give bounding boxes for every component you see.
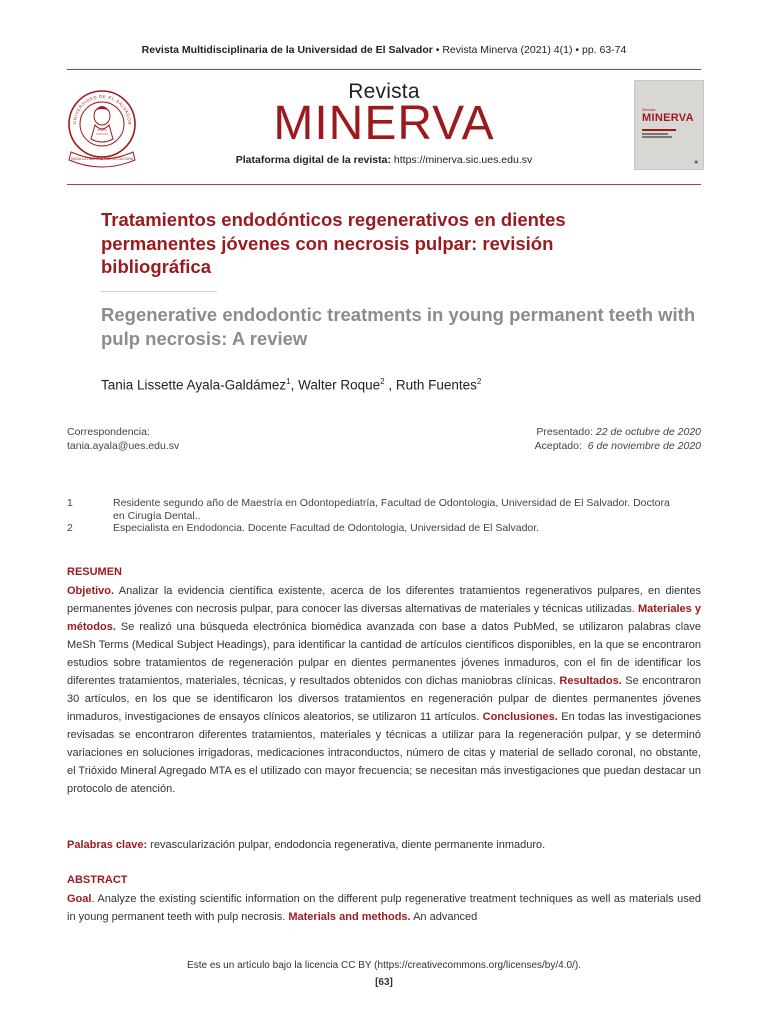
- resumen-heading: RESUMEN: [67, 566, 123, 578]
- resumen-body: [67, 582, 701, 798]
- affiliation-number: 1: [67, 497, 73, 509]
- cover-line: [642, 129, 676, 131]
- correspondence-label: Correspondencia:: [67, 426, 150, 438]
- author-name: Ruth Fuentes: [395, 377, 477, 393]
- submitted-date-line: Presentado: 22 de octubre de 2020: [536, 426, 701, 438]
- cover-minerva-text: MINERVA: [642, 112, 694, 124]
- resultados-label: Resultados.: [559, 675, 622, 687]
- methods-label: Materials and methods.: [288, 911, 411, 923]
- platform-url-link[interactable]: https://minerva.sic.ues.edu.sv: [393, 154, 533, 166]
- keywords-line: [67, 836, 701, 854]
- cover-line: [642, 136, 672, 138]
- article-title-english: Regenerative endodontic treatments in young permanent teeth with pulp necrosis: A review: [101, 304, 696, 349]
- resultados-text: Se encontraron 30 artículos, en los que se identificaron los diversos tratamientos en regeneración pulpar de dientes permanentes jóvenes inmaduros, investigaciones de ensayos clínicos aleatorios, se utilizaron 11 artículos.: [67, 675, 701, 723]
- keywords-label: Palabras clave:: [67, 839, 148, 851]
- methods-text: An advanced: [410, 911, 478, 923]
- running-header: [0, 44, 768, 56]
- metodos-label: Materiales y métodos.: [67, 603, 701, 633]
- header-rule-bottom: [67, 184, 701, 185]
- brand-revista-word: Revista: [348, 80, 420, 103]
- metodos-text: Se realizó una búsqueda electrónica biomédica avanzada con base a datos PubMed, se utilizaron palabras clave MeSh Terms (Medical Subject Headings), para identificar la cantidad de artículos científicos disponibles, en la que se encontraron estudios sobre tratamientos de regeneración pulpar en dientes permanentes jóvenes inmaduros, con el fin de identificar los diferentes tratamientos, materiales, técnicas, y resultados obtenidos con dichas maniobras clínicas.: [67, 621, 701, 687]
- affiliation-text: Residente segundo año de Maestría en Odontopediatría, Facultad de Odontologia, Universidad de El Salvador. Doctora en Cirugía Dental..: [113, 497, 670, 522]
- correspondence-email-link[interactable]: tania.ayala@ues.edu.sv: [67, 440, 180, 452]
- license-notice: Este es un artículo bajo la licencia CC BY (https://creativecommons.org/licenses/by/4.0/).: [187, 960, 581, 971]
- svg-text:UNIVERSIDAD DE EL SALVADOR: UNIVERSIDAD DE EL SALVADOR: [71, 93, 133, 126]
- platform-label: Plataforma digital de la revista:: [235, 154, 391, 166]
- goal-label: Goal: [67, 893, 92, 905]
- title-divider: [101, 291, 217, 292]
- author-affiliation-mark: 2: [380, 377, 385, 386]
- author-name: Walter Roque: [298, 377, 381, 393]
- objetivo-text: Analizar la evidencia científica existente, acerca de los diferentes tratamientos regenerativos pulpares, en dientes permanentes jóvenes con necrosis pulpar, para conocer las diversas alternativas de materiales y técnicas utilizadas.: [67, 585, 701, 615]
- accepted-date-line: Aceptado: 6 de noviembre de 2020: [534, 440, 701, 452]
- article-title-spanish: Tratamientos endodónticos regenerativos en dientes permanentes jóvenes con necrosis pulpar: revisión bibliográfica: [101, 209, 566, 277]
- objetivo-label: Objetivo.: [67, 585, 115, 597]
- conclusiones-label: Conclusiones.: [482, 711, 558, 723]
- journal-citation: Revista Minerva (2021) 4(1) • pp. 63-74: [442, 44, 627, 56]
- author-affiliation-mark: 2: [476, 377, 482, 386]
- correspondence-block: [67, 425, 179, 453]
- header-rule-top: [67, 69, 701, 70]
- svg-text:HACIA LA LIBERTAD POR LA CULTU: HACIA LA LIBERTAD POR LA CULTURA: [70, 157, 134, 161]
- page-number: [63]: [375, 977, 393, 988]
- conclusiones-text: En todas las investigaciones revisadas se encontraron diferentes tratamientos, materiales y técnicas a utilizar para la regeneración pulpar, y se determinó variaciones en soluciones irrigadoras, medicaciones intraconductos, número de citas y material de sellado coronal, no obstante, el Trióxido Mineral Agregado MTA es el utilizado con mayor frecuencia; se necesitan más investigaciones que puedan destacar un protocolo de atención.: [67, 711, 701, 795]
- affiliation-text: Especialista en Endodoncia. Docente Facultad de Odontologia, Universidad de El Salvador.: [113, 522, 540, 534]
- keywords-text: revascularización pulpar, endodoncia regenerativa, diente permanente inmaduro.: [147, 839, 546, 851]
- author-list: Tania Lissette Ayala-Galdámez$^1$, Walter Roque$^2$ , Ruth Fuentes$^2$: [101, 377, 482, 393]
- goal-text: . Analyze the existing scientific information on the different pulp regenerative treatment techniques as well as materials used in young permanent teeth with pulp necrosis.: [67, 893, 701, 923]
- abstract-heading: ABSTRACT: [67, 874, 128, 886]
- brand-minerva-wordmark: MINERVA: [273, 97, 495, 150]
- journal-full-name: Revista Multidisciplinaria de la Universidad de El Salvador: [141, 44, 433, 56]
- cover-logo-icon: ▣: [694, 159, 698, 164]
- header-separator: •: [432, 44, 443, 56]
- journal-cover-thumbnail: [634, 80, 704, 170]
- dates-block: [535, 425, 701, 453]
- affiliation-number: 2: [67, 522, 73, 534]
- abstract-body: [67, 890, 701, 926]
- author-affiliation-mark: 1: [286, 377, 291, 386]
- accepted-date: 6 de noviembre de 2020: [587, 440, 701, 452]
- cover-revista-text: Revista: [642, 107, 656, 112]
- author-name: Tania Lissette Ayala-Galdámez: [101, 377, 287, 393]
- cover-line: [642, 133, 668, 135]
- submitted-date: 22 de octubre de 2020: [595, 426, 701, 438]
